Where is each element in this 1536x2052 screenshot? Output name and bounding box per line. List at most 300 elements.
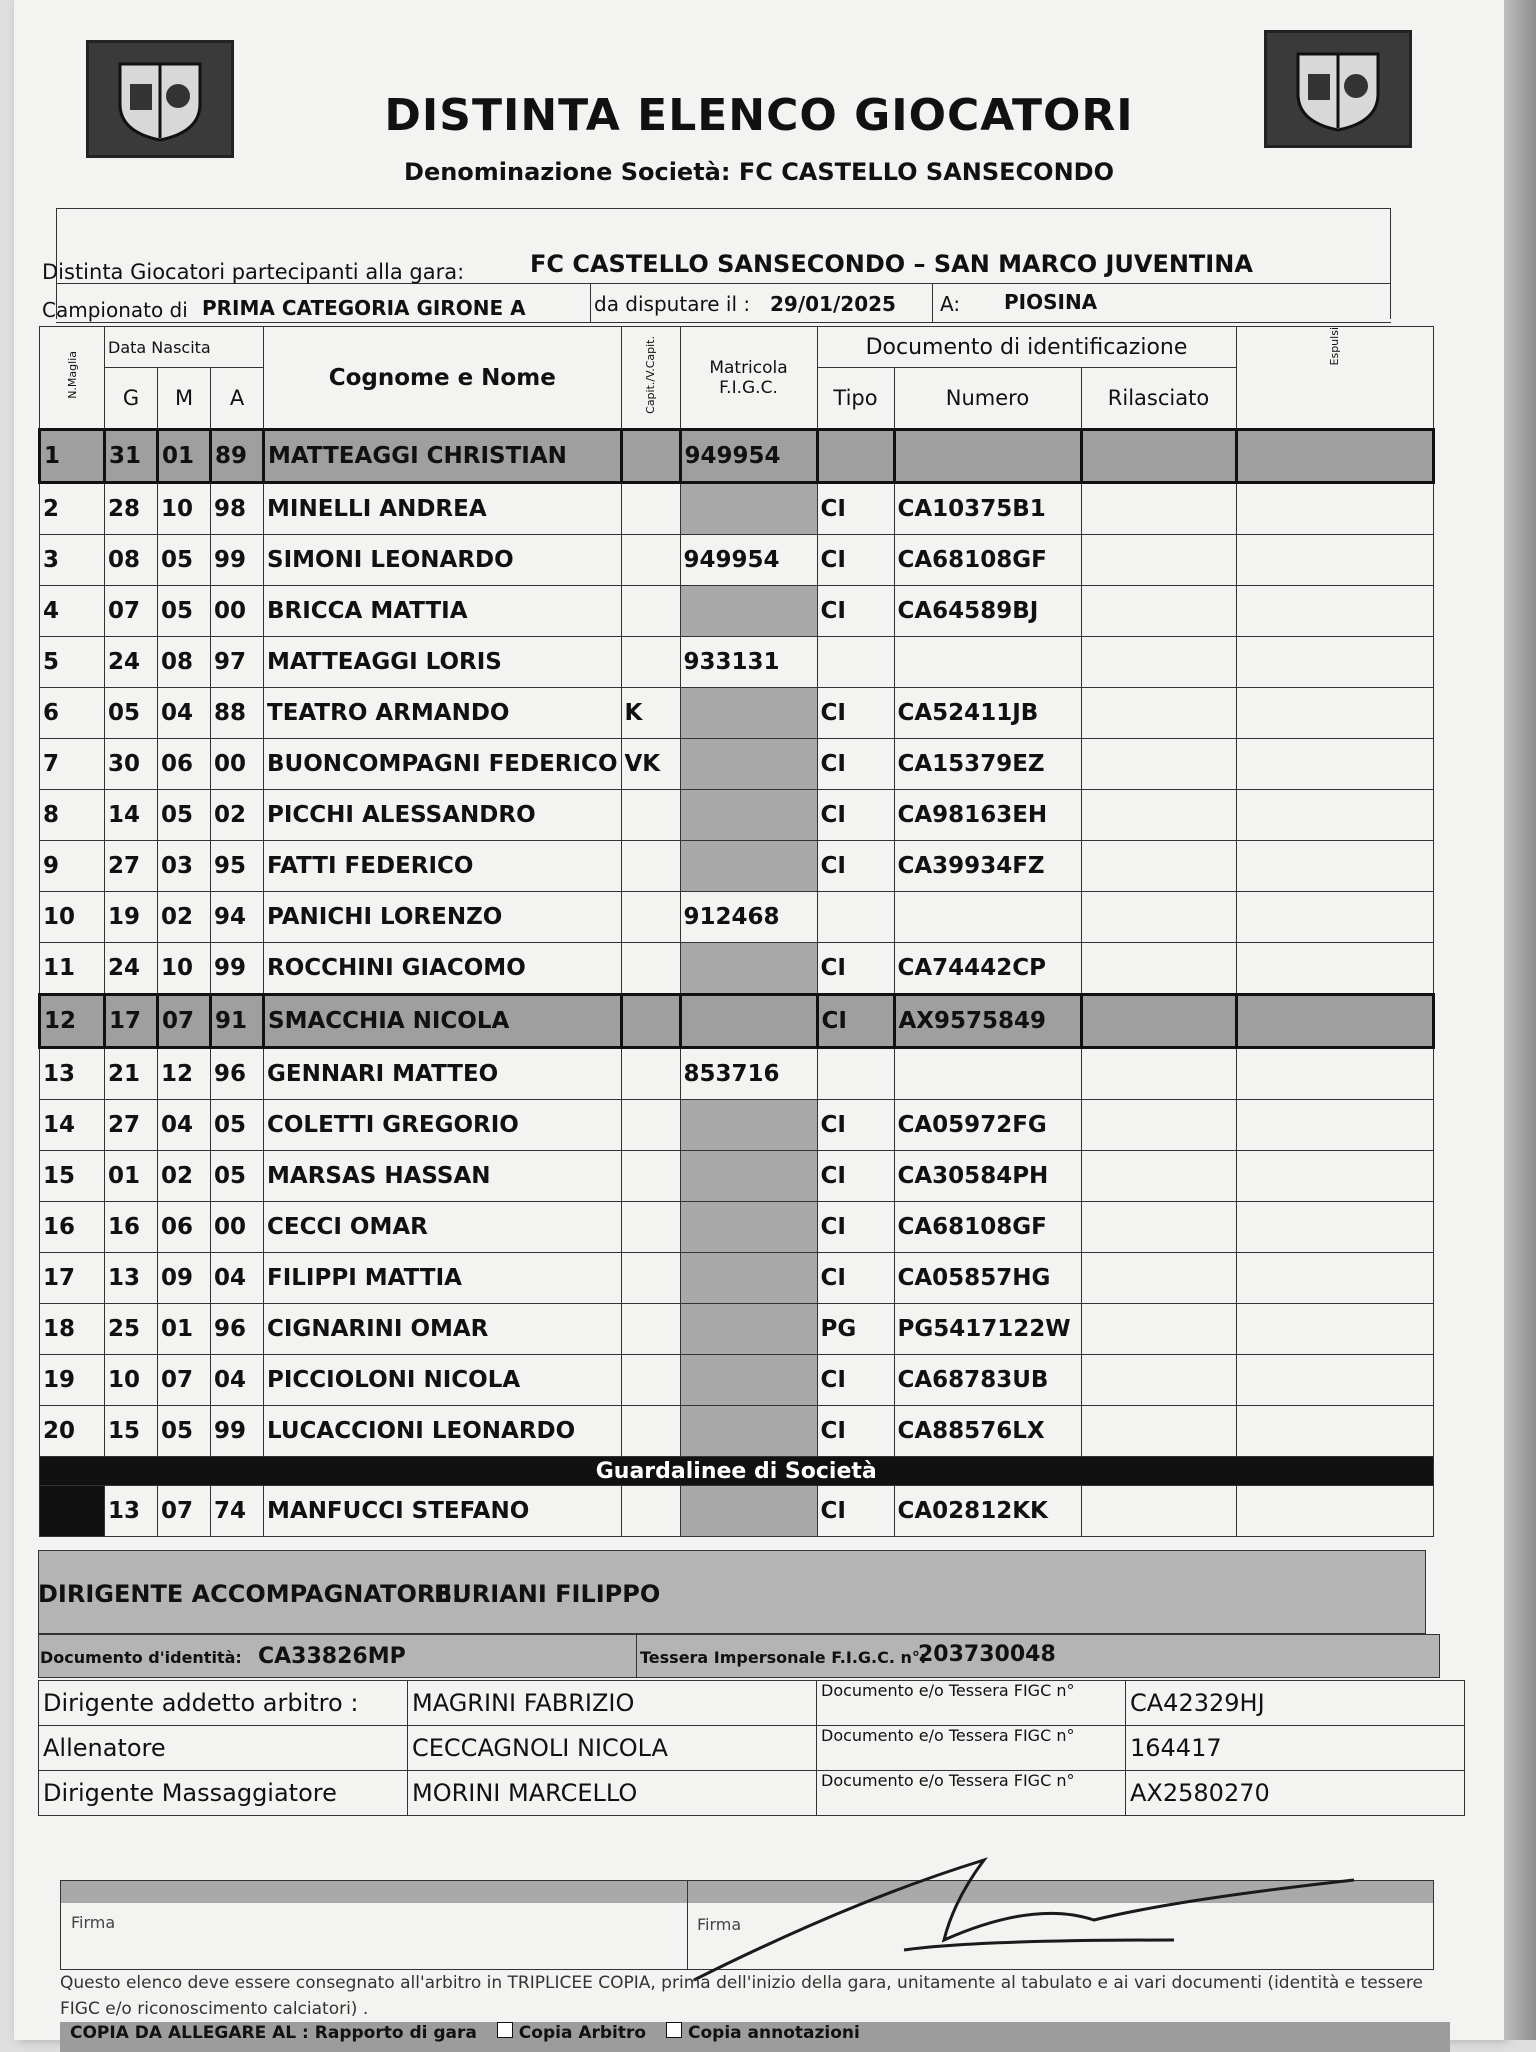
birth-month: 02	[158, 1151, 211, 1202]
rilasciato	[1081, 1253, 1236, 1304]
captain-mark	[621, 1202, 680, 1253]
matricola: 933131	[680, 637, 817, 688]
player-number: 2	[40, 483, 105, 535]
staff-row	[39, 1681, 1465, 1726]
doc-type: CI	[817, 586, 894, 637]
place-label: A:	[940, 292, 961, 316]
espulsi	[1236, 995, 1433, 1048]
staff-role: Allenatore	[39, 1726, 408, 1771]
espulsi	[1236, 1151, 1433, 1202]
birth-year: 99	[211, 943, 264, 995]
doc-type: CI	[817, 1202, 894, 1253]
espulsi	[1236, 841, 1433, 892]
match-place: PIOSINA	[1004, 290, 1098, 314]
birth-month: 09	[158, 1253, 211, 1304]
birth-month: 06	[158, 739, 211, 790]
doc-number: CA05857HG	[894, 1253, 1081, 1304]
birth-year: 74	[211, 1486, 264, 1537]
espulsi	[1236, 892, 1433, 943]
doc-type: CI	[817, 483, 894, 535]
col-m: M	[158, 368, 211, 430]
matricola	[680, 739, 817, 790]
captain-mark: K	[621, 688, 680, 739]
birth-month: 07	[158, 1355, 211, 1406]
matricola	[680, 790, 817, 841]
captain-mark	[621, 892, 680, 943]
rilasciato	[1081, 1486, 1236, 1537]
birth-month: 01	[158, 430, 211, 483]
doc-number: CA10375B1	[894, 483, 1081, 535]
birth-year: 89	[211, 430, 264, 483]
birth-month: 05	[158, 790, 211, 841]
doc-number: CA68108GF	[894, 535, 1081, 586]
col-capit: Capit./V.Capit.	[644, 336, 657, 414]
rilasciato	[1081, 1100, 1236, 1151]
doc-number: CA64589BJ	[894, 586, 1081, 637]
doc-number: CA74442CP	[894, 943, 1081, 995]
birth-year: 96	[211, 1048, 264, 1100]
doc-type: CI	[817, 1151, 894, 1202]
rilasciato	[1081, 1304, 1236, 1355]
staff-doc: CA42329HJ	[1126, 1681, 1465, 1726]
campionato-value: PRIMA CATEGORIA GIRONE A	[202, 296, 526, 320]
doc-number: CA02812KK	[894, 1486, 1081, 1537]
instructions-note: Questo elenco deve essere consegnato all'arbitro in TRIPLICEE COPIA, prima dell'inizio della gara, unitamente al tabulato e ai vari documenti (identità e tessere FIGC e/o riconoscimento calciatori) .	[60, 1973, 1423, 2019]
birth-day: 15	[105, 1406, 158, 1457]
doc-number: CA68108GF	[894, 1202, 1081, 1253]
captain-mark	[621, 995, 680, 1048]
birth-month: 05	[158, 1406, 211, 1457]
matricola	[680, 586, 817, 637]
match-label: Distinta Giocatori partecipanti alla gara:	[42, 260, 465, 284]
player-row	[40, 841, 1434, 892]
bottom-band	[60, 2022, 1450, 2052]
espulsi	[1236, 535, 1433, 586]
espulsi	[1236, 637, 1433, 688]
players-table	[38, 326, 1435, 1537]
espulsi	[1236, 1406, 1433, 1457]
staff-doc-label: Documento e/o Tessera FIGC n°	[817, 1771, 1126, 1816]
firma-label-right: Firma	[697, 1915, 742, 1934]
birth-day: 30	[105, 739, 158, 790]
captain-mark	[621, 637, 680, 688]
birth-day: 13	[105, 1486, 158, 1537]
date-label: da disputare il :	[594, 292, 751, 316]
copia-arbitro-label: Copia Arbitro	[518, 2023, 647, 2043]
espulsi	[1236, 1253, 1433, 1304]
player-name: TEATRO ARMANDO	[264, 688, 622, 739]
birth-year: 99	[211, 1406, 264, 1457]
captain-mark	[621, 841, 680, 892]
player-row	[40, 995, 1434, 1048]
birth-month: 05	[158, 535, 211, 586]
doc-type: CI	[817, 739, 894, 790]
player-row	[40, 1100, 1434, 1151]
player-name: MATTEAGGI CHRISTIAN	[264, 430, 622, 483]
player-number: 1	[40, 430, 105, 483]
espulsi	[1236, 943, 1433, 995]
matricola	[680, 1304, 817, 1355]
campionato-label: Campionato di	[42, 298, 188, 322]
birth-day: 05	[105, 688, 158, 739]
doc-number	[894, 1048, 1081, 1100]
matricola	[680, 841, 817, 892]
doc-type: CI	[817, 790, 894, 841]
player-number: 11	[40, 943, 105, 995]
espulsi	[1236, 483, 1433, 535]
match-date: 29/01/2025	[770, 292, 896, 316]
player-name: FATTI FEDERICO	[264, 841, 622, 892]
staff-doc: 164417	[1126, 1726, 1465, 1771]
birth-day: 16	[105, 1202, 158, 1253]
birth-year: 02	[211, 790, 264, 841]
captain-mark	[621, 943, 680, 995]
player-name: BRICCA MATTIA	[264, 586, 622, 637]
espulsi	[1236, 1048, 1433, 1100]
birth-month: 04	[158, 688, 211, 739]
player-name: MARSAS HASSAN	[264, 1151, 622, 1202]
doc-type: CI	[817, 995, 894, 1048]
doc-type	[817, 892, 894, 943]
rilasciato	[1081, 790, 1236, 841]
dirigente-label: DIRIGENTE ACCOMPAGNATORE:	[38, 1580, 462, 1608]
document-page	[14, 0, 1504, 2043]
birth-month: 07	[158, 1486, 211, 1537]
doc-type: CI	[817, 1253, 894, 1304]
espulsi	[1236, 1355, 1433, 1406]
birth-day: 24	[105, 637, 158, 688]
doc-type	[817, 637, 894, 688]
player-number: 3	[40, 535, 105, 586]
rilasciato	[1081, 430, 1236, 483]
birth-day: 14	[105, 790, 158, 841]
player-name: COLETTI GREGORIO	[264, 1100, 622, 1151]
doc-type	[817, 1048, 894, 1100]
col-data-nascita: Data Nascita	[105, 327, 264, 368]
player-number: 15	[40, 1151, 105, 1202]
birth-month: 05	[158, 586, 211, 637]
captain-mark	[621, 1355, 680, 1406]
matricola: 949954	[680, 535, 817, 586]
rilasciato	[1081, 637, 1236, 688]
col-espulsi: Espulsi	[1328, 327, 1341, 366]
rilasciato	[1081, 1355, 1236, 1406]
matricola: 912468	[680, 892, 817, 943]
birth-year: 97	[211, 637, 264, 688]
matricola	[680, 943, 817, 995]
staff-name: MORINI MARCELLO	[408, 1771, 817, 1816]
player-name: LUCACCIONI LEONARDO	[264, 1406, 622, 1457]
col-nome: Cognome e Nome	[264, 327, 622, 430]
player-row	[40, 892, 1434, 943]
checkbox	[666, 2022, 682, 2038]
rilasciato	[1081, 943, 1236, 995]
staff-row	[39, 1771, 1465, 1816]
player-number: 6	[40, 688, 105, 739]
rilasciato	[1081, 739, 1236, 790]
tessera-number: 203730048	[918, 1642, 1056, 1667]
doc-type: CI	[817, 688, 894, 739]
rilasciato	[1081, 841, 1236, 892]
staff-doc-label: Documento e/o Tessera FIGC n°	[817, 1681, 1126, 1726]
captain-mark	[621, 1406, 680, 1457]
birth-day: 17	[105, 995, 158, 1048]
espulsi	[1236, 1100, 1433, 1151]
player-row	[40, 1253, 1434, 1304]
birth-year: 94	[211, 892, 264, 943]
rilasciato	[1081, 1151, 1236, 1202]
bottom-label: COPIA DA ALLEGARE AL : Rapporto di gara	[70, 2023, 477, 2043]
espulsi	[1236, 1486, 1433, 1537]
staff-table	[38, 1680, 1465, 1816]
staff-doc-label: Documento e/o Tessera FIGC n°	[817, 1726, 1126, 1771]
player-name: SMACCHIA NICOLA	[264, 995, 622, 1048]
matricola	[680, 1355, 817, 1406]
captain-mark	[621, 1304, 680, 1355]
player-row	[40, 943, 1434, 995]
handwritten-signature	[654, 1840, 1374, 1990]
birth-year: 05	[211, 1100, 264, 1151]
col-rilasciato: Rilasciato	[1081, 368, 1236, 430]
doc-number	[894, 892, 1081, 943]
birth-day: 01	[105, 1151, 158, 1202]
birth-day: 07	[105, 586, 158, 637]
birth-month: 12	[158, 1048, 211, 1100]
doc-number: CA05972FG	[894, 1100, 1081, 1151]
doc-number	[894, 430, 1081, 483]
birth-month: 02	[158, 892, 211, 943]
dirigente-name: BURIANI FILIPPO	[434, 1580, 661, 1608]
birth-day: 13	[105, 1253, 158, 1304]
espulsi	[1236, 586, 1433, 637]
guardalinee-row	[40, 1486, 1434, 1537]
doc-number: CA68783UB	[894, 1355, 1081, 1406]
checkbox	[497, 2022, 513, 2038]
player-row	[40, 790, 1434, 841]
player-row	[40, 1202, 1434, 1253]
firma-label-left: Firma	[71, 1913, 116, 1932]
tessera-label: Tessera Impersonale F.I.G.C. n°:	[640, 1648, 927, 1667]
player-number: 17	[40, 1253, 105, 1304]
espulsi	[1236, 1202, 1433, 1253]
player-number: 4	[40, 586, 105, 637]
birth-day: 31	[105, 430, 158, 483]
page-edge-shadow	[1504, 0, 1536, 2040]
captain-mark	[621, 483, 680, 535]
espulsi	[1236, 790, 1433, 841]
captain-mark	[621, 535, 680, 586]
birth-year: 05	[211, 1151, 264, 1202]
doc-number: CA30584PH	[894, 1151, 1081, 1202]
birth-day: 19	[105, 892, 158, 943]
staff-name: MAGRINI FABRIZIO	[408, 1681, 817, 1726]
espulsi	[1236, 688, 1433, 739]
player-name: GENNARI MATTEO	[264, 1048, 622, 1100]
dirigente-doc-label: Documento d'identità:	[40, 1648, 242, 1667]
guardalinee-label: Guardalinee di Società	[40, 1457, 1434, 1486]
doc-type: CI	[817, 841, 894, 892]
col-a: A	[211, 368, 264, 430]
player-number: 18	[40, 1304, 105, 1355]
birth-year: 88	[211, 688, 264, 739]
matricola: 949954	[680, 430, 817, 483]
espulsi	[1236, 1304, 1433, 1355]
doc-type: CI	[817, 943, 894, 995]
birth-year: 00	[211, 739, 264, 790]
doc-number: CA39934FZ	[894, 841, 1081, 892]
espulsi	[1236, 739, 1433, 790]
rilasciato	[1081, 995, 1236, 1048]
rilasciato	[1081, 535, 1236, 586]
matricola	[680, 483, 817, 535]
player-row	[40, 535, 1434, 586]
dirigente-doc: CA33826MP	[258, 1644, 406, 1669]
birth-year: 04	[211, 1253, 264, 1304]
player-row	[40, 1048, 1434, 1100]
player-number	[40, 1486, 105, 1537]
doc-number: CA52411JB	[894, 688, 1081, 739]
birth-year: 96	[211, 1304, 264, 1355]
doc-number: CA98163EH	[894, 790, 1081, 841]
birth-day: 10	[105, 1355, 158, 1406]
player-number: 9	[40, 841, 105, 892]
birth-day: 25	[105, 1304, 158, 1355]
birth-day: 27	[105, 1100, 158, 1151]
matricola	[680, 688, 817, 739]
birth-day: 08	[105, 535, 158, 586]
player-number: 16	[40, 1202, 105, 1253]
birth-month: 01	[158, 1304, 211, 1355]
matricola	[680, 1202, 817, 1253]
birth-year: 98	[211, 483, 264, 535]
captain-mark	[621, 586, 680, 637]
society-name: Denominazione Società: FC CASTELLO SANSECONDO	[404, 158, 1114, 186]
doc-number: CA88576LX	[894, 1406, 1081, 1457]
birth-year: 99	[211, 535, 264, 586]
doc-type: CI	[817, 1100, 894, 1151]
doc-type: CI	[817, 1486, 894, 1537]
matricola	[680, 995, 817, 1048]
birth-month: 10	[158, 483, 211, 535]
player-number: 7	[40, 739, 105, 790]
player-row	[40, 1304, 1434, 1355]
staff-role: Dirigente Massaggiatore	[39, 1771, 408, 1816]
guardalinee-header	[40, 1457, 1434, 1486]
document-title: DISTINTA ELENCO GIOCATORI	[384, 90, 1134, 141]
matricola	[680, 1100, 817, 1151]
player-name: MATTEAGGI LORIS	[264, 637, 622, 688]
birth-day: 24	[105, 943, 158, 995]
captain-mark	[621, 1100, 680, 1151]
birth-year: 95	[211, 841, 264, 892]
birth-month: 03	[158, 841, 211, 892]
staff-role: Dirigente addetto arbitro :	[39, 1681, 408, 1726]
birth-year: 00	[211, 1202, 264, 1253]
player-row	[40, 637, 1434, 688]
player-name: BUONCOMPAGNI FEDERICO	[264, 739, 622, 790]
birth-year: 00	[211, 586, 264, 637]
staff-name: CECCAGNOLI NICOLA	[408, 1726, 817, 1771]
rilasciato	[1081, 1406, 1236, 1457]
col-tipo: Tipo	[817, 368, 894, 430]
player-number: 12	[40, 995, 105, 1048]
birth-month: 06	[158, 1202, 211, 1253]
captain-mark	[621, 1253, 680, 1304]
player-row	[40, 586, 1434, 637]
player-row	[40, 1406, 1434, 1457]
birth-month: 04	[158, 1100, 211, 1151]
rilasciato	[1081, 586, 1236, 637]
staff-doc: AX2580270	[1126, 1771, 1465, 1816]
birth-year: 04	[211, 1355, 264, 1406]
match-teams: FC CASTELLO SANSECONDO – SAN MARCO JUVENTINA	[530, 250, 1253, 278]
matricola	[680, 1486, 817, 1537]
birth-day: 28	[105, 483, 158, 535]
doc-type: CI	[817, 1355, 894, 1406]
birth-day: 21	[105, 1048, 158, 1100]
col-documento: Documento di identificazione	[817, 327, 1236, 368]
captain-mark: VK	[621, 739, 680, 790]
player-number: 10	[40, 892, 105, 943]
player-row	[40, 688, 1434, 739]
player-name: ROCCHINI GIACOMO	[264, 943, 622, 995]
rilasciato	[1081, 483, 1236, 535]
player-number: 13	[40, 1048, 105, 1100]
doc-number	[894, 637, 1081, 688]
matricola	[680, 1151, 817, 1202]
birth-month: 07	[158, 995, 211, 1048]
player-number: 14	[40, 1100, 105, 1151]
player-row	[40, 483, 1434, 535]
rilasciato	[1081, 688, 1236, 739]
guardalinee-name: MANFUCCI STEFANO	[264, 1486, 622, 1537]
player-name: FILIPPI MATTIA	[264, 1253, 622, 1304]
rilasciato	[1081, 1202, 1236, 1253]
espulsi	[1236, 430, 1433, 483]
player-number: 8	[40, 790, 105, 841]
rilasciato	[1081, 892, 1236, 943]
player-row	[40, 1355, 1434, 1406]
matricola	[680, 1253, 817, 1304]
matricola: 853716	[680, 1048, 817, 1100]
doc-type: PG	[817, 1304, 894, 1355]
player-name: CIGNARINI OMAR	[264, 1304, 622, 1355]
staff-row	[39, 1726, 1465, 1771]
captain-mark	[621, 790, 680, 841]
captain-mark	[621, 1151, 680, 1202]
col-matricola: Matricola F.I.G.C.	[680, 327, 817, 430]
doc-type	[817, 430, 894, 483]
matricola	[680, 1406, 817, 1457]
col-maglia: N.Maglia	[65, 351, 79, 399]
player-number: 5	[40, 637, 105, 688]
birth-day: 27	[105, 841, 158, 892]
player-row	[40, 739, 1434, 790]
captain-mark	[621, 1486, 680, 1537]
birth-year: 91	[211, 995, 264, 1048]
birth-month: 10	[158, 943, 211, 995]
birth-month: 08	[158, 637, 211, 688]
player-number: 20	[40, 1406, 105, 1457]
player-number: 19	[40, 1355, 105, 1406]
player-name: PICCIOLONI NICOLA	[264, 1355, 622, 1406]
player-name: CECCI OMAR	[264, 1202, 622, 1253]
col-g: G	[105, 368, 158, 430]
player-name: PANICHI LORENZO	[264, 892, 622, 943]
doc-type: CI	[817, 535, 894, 586]
copia-annotazioni-label: Copia annotazioni	[688, 2023, 860, 2043]
doc-number: CA15379EZ	[894, 739, 1081, 790]
